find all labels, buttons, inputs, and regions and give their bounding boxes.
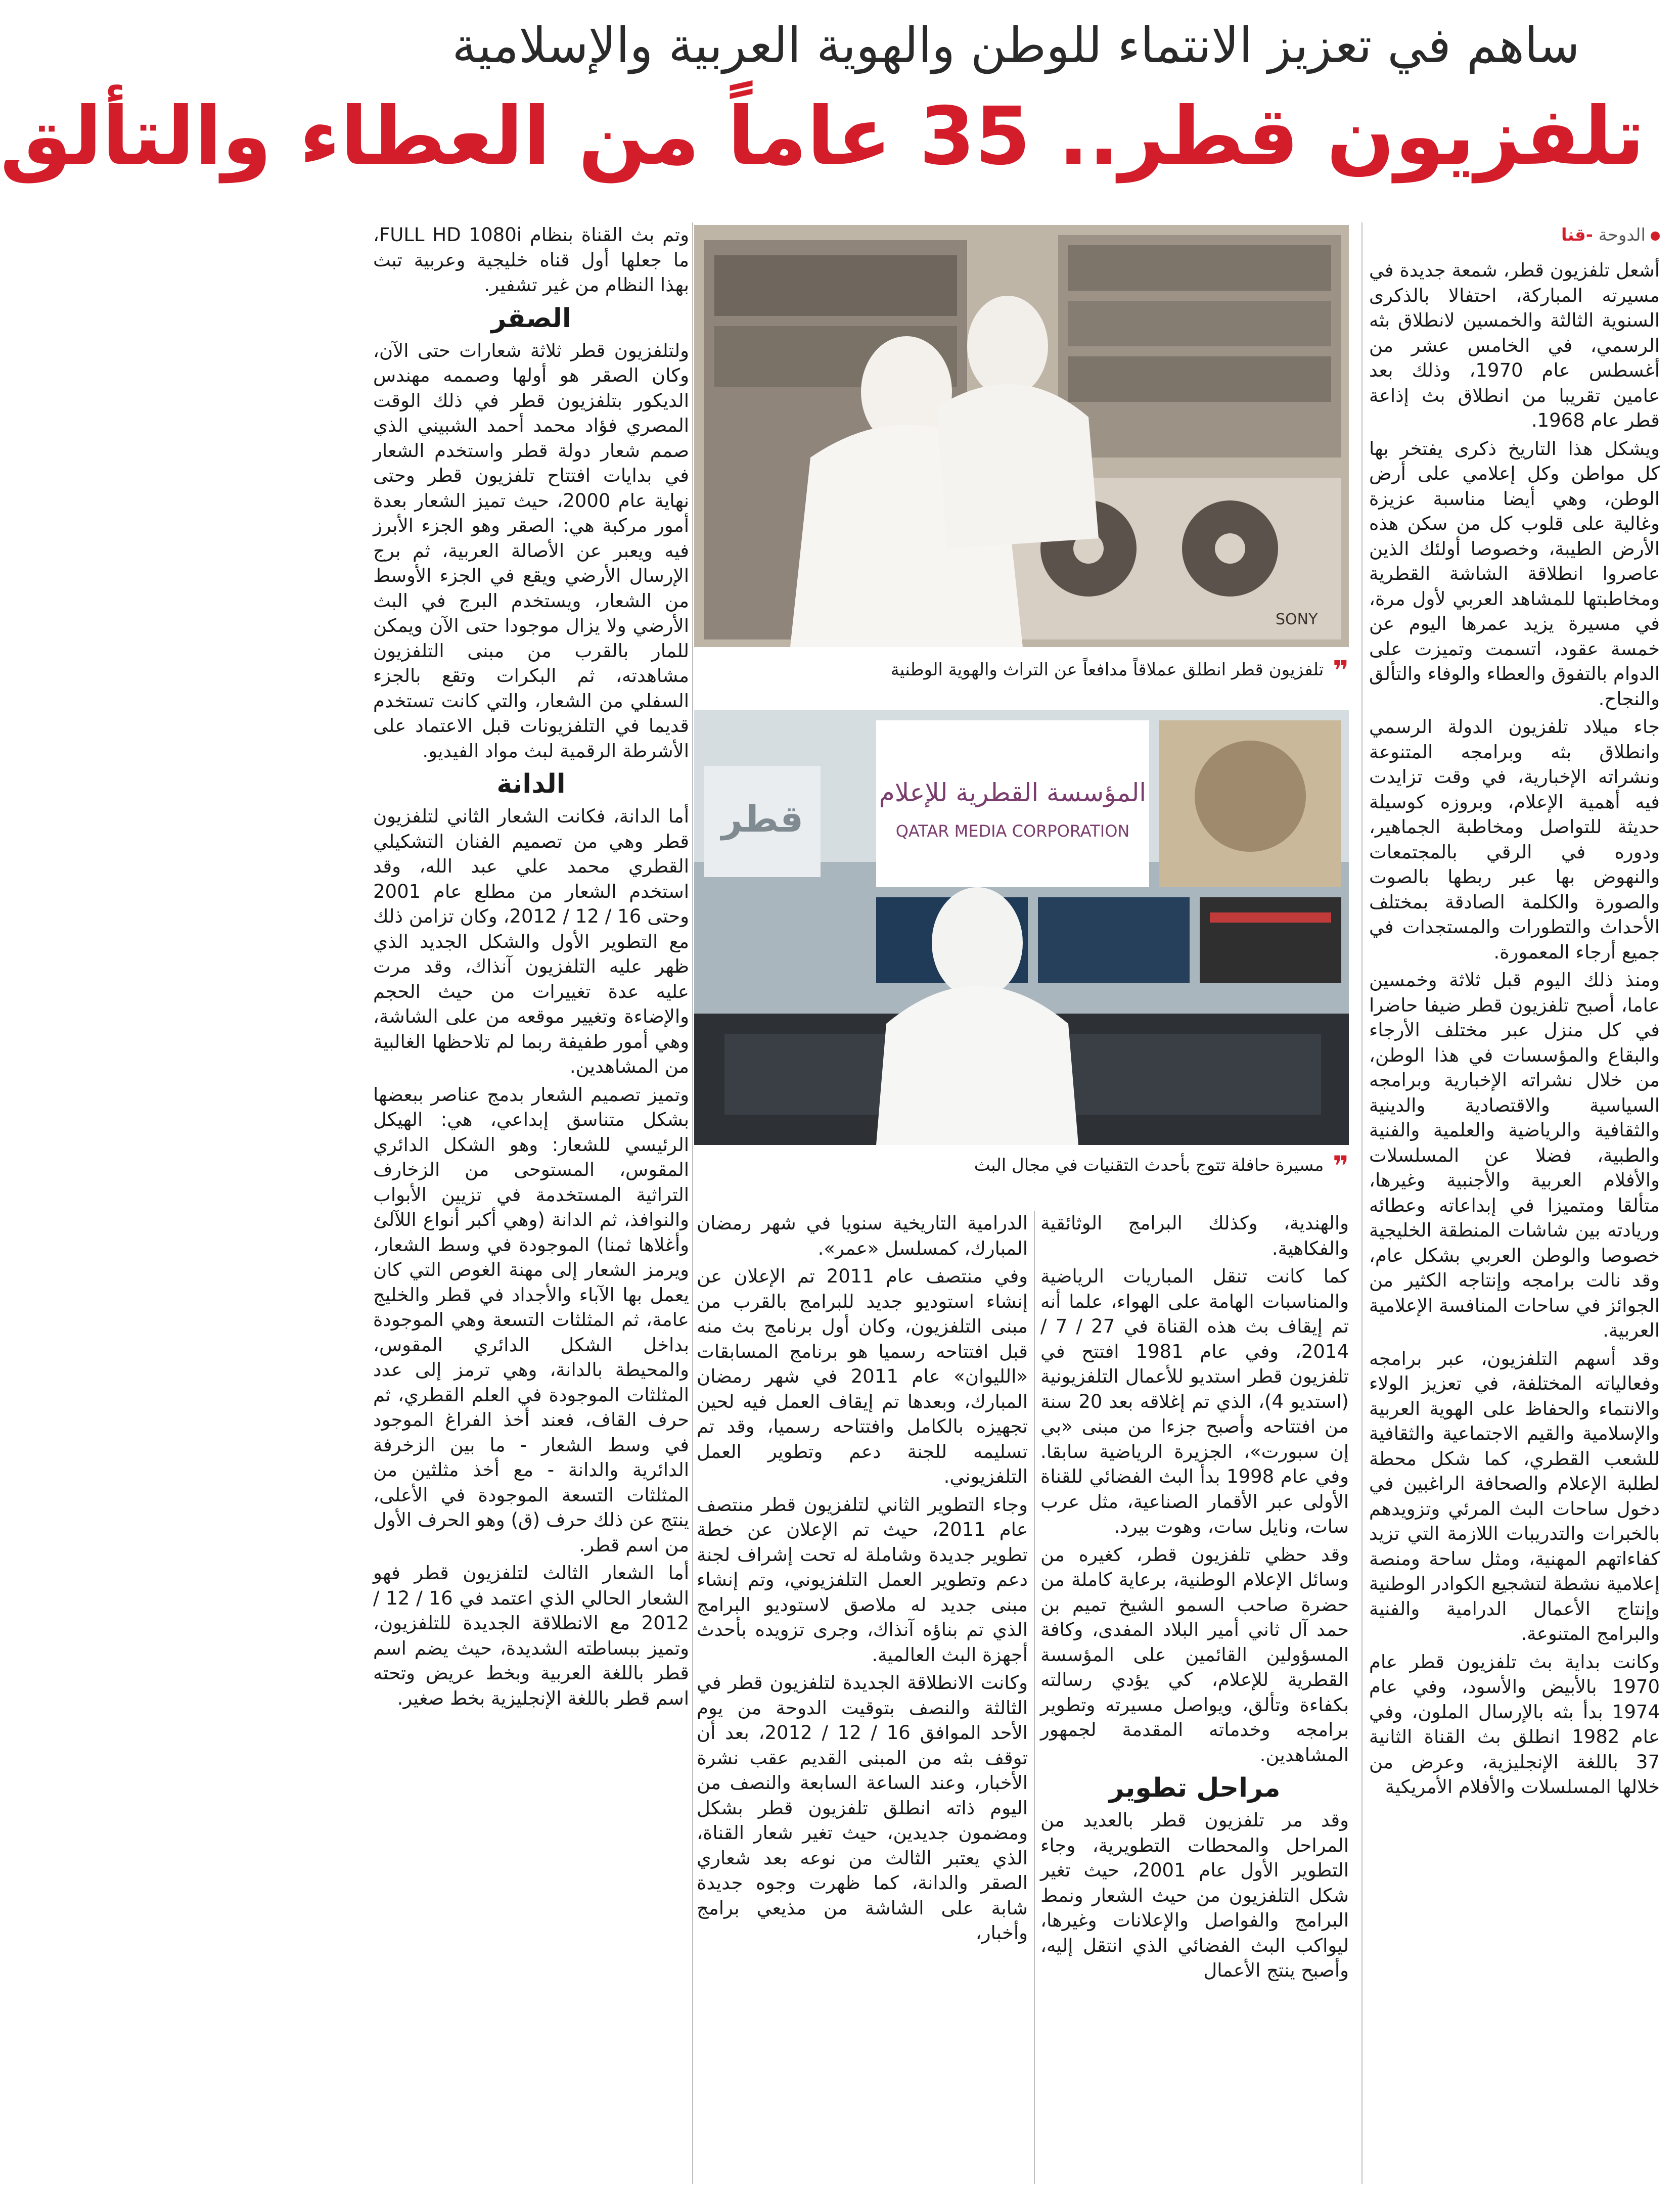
paragraph: أما الدانة، فكانت الشعار الثاني لتلفزيون قطر وهي من تصميم الفنان التشكيلي القطري محمد علي عبد الله، وقد استخدم الشعار من مطلع عام 2001 وحتى 16 / 12 / 2012، وكان تزامن ذلك مع التطوير الأول والشكل الجديد الذي ظهر عليه التلفزيون آنذاك، وقد مرت عليه عدة تغييرات من حيث الحجم والإضاءة وتغيير موقعه من على الشاشة، وهي أمور طفيفة ربما لم تلاحظها الغالبية من المشاهدين. <box>373 805 689 1077</box>
paragraph: كما كانت تنقل المباريات الرياضية والمناسبات الهامة على الهواء، علما أنه تم إيقاف بث هذه القناة في 27 / 7 / 2014، وفي عام 1981 افتتح في تلفزيون قطر استديو للأعمال التلفزيونية (استديو 4)، الذي تم إغلاقه بعد 20 سنة من افتتاحه وأصبح جزءا من مبنى «بي إن سبورت»، الجزيرة الرياضية سابقا. وفي عام 1998 بدأ البث الفضائي للقناة الأولى عبر الأقمار الصناعية، مثل عرب سات، ونايل سات، وهوت بيرد. <box>1040 1265 1349 1537</box>
photo-caption <box>694 1150 1349 1182</box>
article-column-1 <box>1369 222 1660 2184</box>
paragraph: وتم بث القناة بنظام FULL HD 1080i، ما جعلها أول قناه خليجية وعربية تبث بهذا النظام من غير تشفير. <box>373 224 689 296</box>
paragraph: وقد أسهم التلفزيون، عبر برامجه وفعالياته المختلفة، في تعزيز الولاء والانتماء والحفاظ على الهوية العربية والإسلامية والقيم الاجتماعية والثقافية للشعب القطري، كما شكل محطة لطلبة الإعلام والصحافة الراغبين في دخول ساحات البث المرئي وتزويدهم بالخبرات والتدريبات اللازمة التي تزيد كفاءاتهم المهنية، ومثل ساحة ومنصة إعلامية نشطة لتشجيع الكوادر الوطنية وإنتاج الأعمال الدرامية والفنية والبرامج المتنوعة. <box>1369 1347 1660 1644</box>
paragraph: وكانت الانطلاقة الجديدة لتلفزيون قطر في الثالثة والنصف بتوقيت الدوحة من يوم الأحد الموافق 16 / 12 / 2012، بعد أن توقف بثه من المبنى القديم عقب نشرة الأخبار، وعند الساعة السابعة والنصف من اليوم ذاته انطلق تلفزيون قطر بشكل ومضمون جديدين، حيث تغير شعار القناة، الذي يعتبر الثالث من نوعه بعد شعاري الصقر والدانة، كما ظهرت وجوه جديدة شابة على الشاشة من مذيعي برامج وأخبار، <box>697 1672 1028 1944</box>
wall-sign: قطر <box>721 798 804 840</box>
paragraph: الدرامية التاريخية سنويا في شهر رمضان المبارك، كمسلسل «عمر». <box>697 1212 1028 1259</box>
quote-mark-icon: ❞ <box>1333 654 1349 686</box>
subheading: الدانة <box>496 769 566 799</box>
paragraph: وجاء التطوير الثاني لتلفزيون قطر منتصف عام 2011، حيث تم الإعلان عن خطة تطوير جديدة وشاملة له تحت إشراف لجنة دعم وتطوير العمل التلفزيوني، وتم إنشاء مبنى جديد له ملاصق لاستوديو البرامج الذي تم بناؤه آنذاك، وجرى تزويده بأحدث أجهزة البث العالمية. <box>697 1493 1028 1666</box>
kicker: ساهم في تعزيز الانتماء للوطن والهوية العربية والإسلامية <box>452 17 1580 74</box>
paragraph: وقد حظي تلفزيون قطر، كغيره من وسائل الإعلام الوطنية، برعاية كاملة من حضرة صاحب السمو الشيخ تميم بن حمد آل ثاني أمير البلاد المفدى، وكافة المسؤولين القائمين على المؤسسة القطرية للإعلام، كي يؤدي رسالته بكفاءة وتألق، ويواصل مسيرته وتطوير برامجه وخدماته المقدمة لجمهور المشاهدين. <box>1040 1543 1349 1766</box>
column-rule <box>692 222 693 2184</box>
column-rule <box>1034 1211 1035 2184</box>
article-column-4 <box>373 222 689 2184</box>
control-room-photo <box>694 710 1349 1145</box>
article-column-3 <box>697 1211 1028 2184</box>
paragraph: ولتلفزيون قطر ثلاثة شعارات حتى الآن، وكان الصقر هو أولها وصممه مهندس الديكور بتلفزيون قطر في ذلك الوقت المصري فؤاد محمد أحمد الشبيني الذي صمم شعار دولة قطر واستخدم الشعار في بدايات افتتاح تلفزيون قطر وحتى نهاية عام 2000، حيث تميز الشعار بعدة أمور مركبة هي: الصقر وهو الجزء الأبرز فيه ويعبر عن الأصالة العربية، ثم برج الإرسال الأرضي ويقع في الجزء الأوسط من الشعار، ويستخدم البرج في البث الأرضي ولا يزال موجودا حتى الآن ويمكن للمار بالقرب من مبنى التلفزيون مشاهدته، ثم البكرات وتقع بالجزء السفلي من الشعار، والتي كانت تستخدم قديما في التلفزيونات قبل الاعتماد على الأشرطة الرقمية لبث مواد الفيديو. <box>373 339 689 762</box>
paragraph: وقد مر تلفزيون قطر بالعديد من المراحل والمحطات التطويرية، وجاء التطوير الأول عام 2001، حيث تغير شكل التلفزيون من حيث الشعار ونمط البرامج والفواصل والإعلانات وغيرها، ليواكب البث الفضائي الذي انتقل إليه، وأصبح ينتج الأعمال <box>1040 1809 1349 1981</box>
paragraph: وفي منتصف عام 2011 تم الإعلان عن إنشاء استوديو جديد للبرامج بالقرب من مبنى التلفزيون، وكان أول برنامج بث منه قبل افتتاحه رسميا هو برنامج المسابقات «الليوان» عام 2011 في شهر رمضان المبارك، وبعدها تم إيقاف العمل فيه لحين تجهيزه بالكامل وافتتاحه رسميا، وقد تم تسليمه للجنة دعم وتطوير العمل التلفزيوني. <box>697 1265 1028 1487</box>
photo-caption-text: مسيرة حافلة تتوج بأحدث التقنيات في مجال البث <box>974 1155 1324 1175</box>
column-rule <box>1361 222 1363 2184</box>
subheading: مراحل تطوير <box>1109 1773 1281 1803</box>
paragraph: وتميز تصميم الشعار بدمج عناصر ببعضها بشكل متناسق إبداعي، هي: الهيكل الرئيسي للشعار: وهو الشكل الدائري المقوس، المستوحى من الزخارف التراثية المستخدمة في تزيين الأبواب والنوافذ، ثم الدانة (وهي أكبر أنواع اللآلئ وأغلاها ثمنا) الموجودة في وسط الشعار، ويرمز الشعار إلى مهنة الغوص التي كان يعمل بها الآباء والأجداد في قطر والخليج عامة، ثم المثلثات التسعة وهي الموجودة بداخل الشكل الدائري المقوس، والمحيطة بالدانة، وهي ترمز إلى عدد المثلثات الموجودة في العلم القطري، ثم حرف القاف، فعند أخذ الفراغ الموجود في وسط الشعار - ما بين الزخرفة الدائرية والدانة - مع أخذ مثلثين من المثلثات التسعة الموجودة في الأعلى، ينتج عن ذلك حرف (ق) وهو الحرف الأول من اسم قطر. <box>373 1083 689 1556</box>
dateline <box>1369 222 1660 248</box>
subheading: الصقر <box>491 303 571 334</box>
paragraph: ومنذ ذلك اليوم قبل ثلاثة وخمسين عاما، أصبح تلفزيون قطر ضيفا حاضرا في كل منزل عبر مختلف الأرجاء والبقاع والمؤسسات في هذا الوطن، من خلال نشراته الإخبارية وبرامجه السياسية والاقتصادية والدينية والثقافية والرياضية والعلمية والفنية والطبية، فضلا عن المسلسلات والأفلام العربية والأجنبية وغيرها، متألقا ومتميزا في إبداعاته وعطائه وريادته بين شاشات المنطقة الخليجية خصوصا والوطن العربي بشكل عام، وقد نالت برامجه وإنتاجه الكثير من الجوائز في ساحات المنافسة الإعلامية العربية. <box>1369 969 1660 1341</box>
photo-caption <box>694 654 1349 686</box>
dateline-city: الدوحة <box>1598 225 1646 245</box>
paragraph: جاء ميلاد تلفزيون الدولة الرسمي وانطلاق بثه وبرامجه المتنوعة ونشراته الإخبارية، في وقت تزايدت فيه أهمية الإعلام، وبروزه كوسيلة حديثة للتواصل ومخاطبة الجماهير، ودوره في الرقي بالمجتمعات والنهوض بها عبر ربطها بالصوت والصورة والكلمة الصادقة بمختلف الأحداث والتطورات والمستجدات في جميع أرجاء المعمورة. <box>1369 716 1660 963</box>
photo-caption-text: تلفزيون قطر انطلق عملاقاً مدافعاً عن التراث والهوية الوطنية <box>890 660 1324 680</box>
paragraph: أما الشعار الثالث لتلفزيون قطر فهو الشعار الحالي الذي اعتمد في 16 / 12 / 2012 مع الانطلاقة الجديدة للتلفزيون، وتميز ببساطته الشديدة، حيث يضم اسم قطر باللغة العربية وبخط عريض وتحته اسم قطر باللغة الإنجليزية بخط صغير. <box>373 1562 689 1709</box>
quote-mark-icon: ❞ <box>1333 1150 1349 1182</box>
screen-logo-arabic: المؤسسة القطرية للإعلام <box>879 778 1147 807</box>
paragraph: وكانت بداية بث تلفزيون قطر عام 1970 بالأبيض والأسود، وفي عام 1974 بدأ بثه بالإرسال الملون، وفي عام 1982 انطلق بث القناة الثانية 37 باللغة الإنجليزية، وعرض من خلالها المسلسلات والأفلام الأمريكية <box>1369 1651 1660 1798</box>
paragraph: والهندية، وكذلك البرامج الوثائقية والفكاهية. <box>1040 1212 1349 1259</box>
article-column-2 <box>1040 1211 1349 2184</box>
paragraph: ويشكل هذا التاريخ ذكرى يفتخر بها كل مواطن وكل إعلامي على أرض الوطن، وهي أيضا مناسبة عزيزة وغالية على قلوب كل من سكن هذه الأرض الطيبة، وخصوصا أولئك الذين عاصروا انطلاقة الشاشة القطرية ومخاطبتها للمشاهد العربي لأول مرة، في مسيرة يزيد عمرها اليوم عن خمسة عقود، اتسمت وتميزت على الدوام بالتفوق والعطاء والوفاء والتألق والنجاح. <box>1369 437 1660 710</box>
archive-photo <box>694 225 1349 647</box>
screen-logo-english: QATAR MEDIA CORPORATION <box>895 821 1130 841</box>
headline: تلفزيون قطر.. 35 عاماً من العطاء والتألق <box>0 90 1645 183</box>
dateline-agency: -قنا <box>1561 225 1593 245</box>
equipment-label: SONY <box>1276 611 1318 628</box>
dateline-dot-icon <box>1651 232 1660 241</box>
paragraph: أشعل تلفزيون قطر، شمعة جديدة في مسيرته المباركة، احتفالا بالذكرى السنوية الثالثة والخمسين لانطلاق بثه الرسمي، في الخامس عشر من أغسطس عام 1970، وذلك بعد عامين تقريبا من انطلاق بث إذاعة قطر عام 1968. <box>1369 259 1660 431</box>
